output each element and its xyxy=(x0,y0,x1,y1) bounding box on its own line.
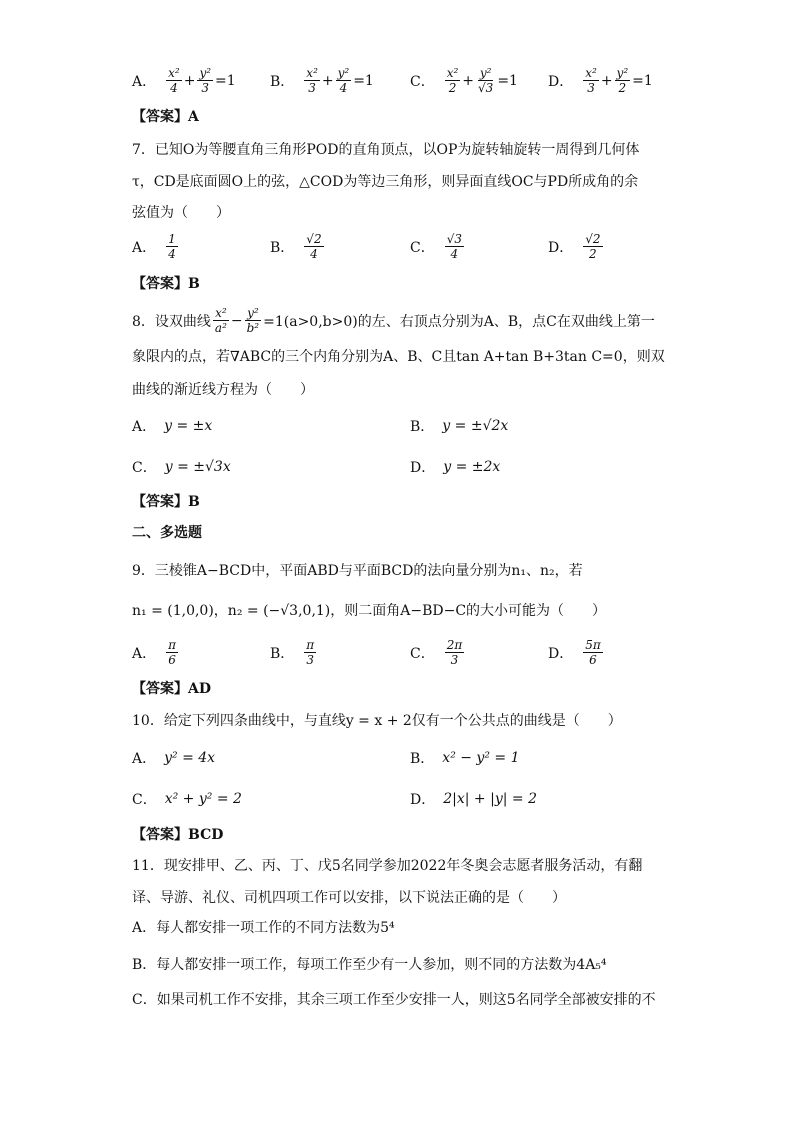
q6-answer: 【答案】A xyxy=(132,109,199,125)
rhs: =1 xyxy=(632,72,653,89)
q11-option-c: C．如果司机工作不安排，其余三项工作至少安排一人，则这5名同学全部被安排的不 xyxy=(132,992,656,1008)
q7-option-d xyxy=(548,232,605,261)
fraction: $\frac{√3}{4}$ xyxy=(446,232,462,261)
fraction: $\frac{5\pi}{6}$ xyxy=(585,638,601,667)
option-label: D． xyxy=(548,239,574,256)
fraction: $\frac{\text{y²}}{√3}$ xyxy=(478,66,494,95)
option-label: A． xyxy=(132,73,157,90)
fraction: $\frac{\pi}{6}$ xyxy=(168,638,177,667)
q10-answer: 【答案】BCD xyxy=(132,827,224,843)
q7-stem-line1: 7．已知O为等腰直角三角形POD的直角顶点，以OP为旋转轴旋转一周得到几何体 xyxy=(132,142,640,158)
fraction: $\frac{\text{y²}}{3}$ xyxy=(199,66,212,95)
fraction: $\frac{1}{4}$ xyxy=(168,232,176,261)
rhs: =1 xyxy=(215,72,236,89)
fraction: $\frac{\text{x²}}{3}$ xyxy=(306,66,318,95)
option-label: C． xyxy=(410,73,435,90)
fraction: $\frac{√2}{2}$ xyxy=(585,232,601,261)
q10-stem: 10．给定下列四条曲线中，与直线y = x + 2仅有一个公共点的曲线是（ ） xyxy=(132,713,622,729)
q7-option-b xyxy=(270,232,326,261)
q8-stem-line3: 曲线的渐近线方程为（ ） xyxy=(132,382,314,398)
q11-stem-line1: 11．现安排甲、乙、丙、丁、戊5名同学参加2022年冬奥会志愿者服务活动，有翻 xyxy=(132,858,643,874)
q11-stem-line2: 译、导游、礼仪、司机四项工作可以安排，以下说法正确的是（ ） xyxy=(132,890,566,906)
q6-option-c: C． $\frac{\text{x²}}{2}$ + $\frac{\text{y²}}{√3}$ =1 xyxy=(410,66,518,95)
fraction: $\frac{\pi}{3}$ xyxy=(306,638,315,667)
option-label: D． xyxy=(548,73,574,90)
fraction: $\frac{√2}{4}$ xyxy=(306,232,322,261)
fraction: $\frac{\text{y²}}{2}$ xyxy=(616,66,629,95)
q9-answer: 【答案】AD xyxy=(132,681,212,697)
q7-stem-line3: 弦值为（ ） xyxy=(132,205,230,221)
q11-option-b: B．每人都安排一项工作，每项工作至少有一人参加，则不同的方法数为4A₅⁴ xyxy=(132,957,607,973)
fraction: $\frac{\text{x²}}{2}$ xyxy=(446,66,459,95)
q6-option-a: A． $\frac{\text{x²}}{4}$ + $\frac{\text{y²}}{3}$ =1 xyxy=(132,66,236,95)
fraction: $\frac{\text{x²}}{4}$ xyxy=(168,66,180,95)
q9-stem-line1: 9．三棱锥A−BCD中，平面ABD与平面BCD的法向量分别为n₁、n₂，若 xyxy=(132,563,583,579)
q10-option-a: A． y² = 4x xyxy=(132,750,216,767)
option-label: C． xyxy=(410,239,435,256)
q9-option-b: B． $\frac{\pi}{3}$ xyxy=(270,638,315,667)
q10-option-c: C． x² + y² = 2 xyxy=(132,791,242,808)
fraction: $\frac{\text{y²}}{\text{b²}}$ xyxy=(246,306,260,335)
q7-answer: 【答案】B xyxy=(132,276,200,292)
q8-option-a: A． y = ±x xyxy=(132,418,213,435)
q6-option-b: B． $\frac{\text{x²}}{3}$ + $\frac{\text{y²}}{4}$ =1 xyxy=(270,66,374,95)
q7-option-c xyxy=(410,232,466,261)
rhs: =1 xyxy=(497,72,518,89)
option-label: B． xyxy=(270,239,295,256)
q8-option-b: B． y = ±√2x xyxy=(410,418,509,435)
q6-option-d: D． $\frac{\text{x²}}{3}$ + $\frac{\text{y²}}{2}$ =1 xyxy=(548,66,653,95)
q8-option-c: C． y = ±√3x xyxy=(132,459,231,476)
q7-stem-line2: τ，CD是底面圆O上的弦，△COD为等边三角形，则异面直线OC与PD所成角的余 xyxy=(132,174,639,190)
q8-option-d: D． y = ±2x xyxy=(410,459,501,476)
section-heading: 二、多选题 xyxy=(132,525,202,541)
fraction: $\frac{\text{x²}}{3}$ xyxy=(585,66,597,95)
fraction: $\frac{2\pi}{3}$ xyxy=(446,638,463,667)
fraction: $\frac{\text{x²}}{\text{a²}}$ xyxy=(214,306,227,335)
q8-answer: 【答案】B xyxy=(132,494,200,510)
q11-option-a: A．每人都安排一项工作的不同方法数为5⁴ xyxy=(132,920,395,936)
q9-stem-line2: n₁ = (1,0,0)，n₂ = (−√3,0,1)，则二面角A−BD−C的大小可能为（ ） xyxy=(132,603,607,619)
q8-stem-line2: 象限内的点，若∇ABC的三个内角分别为A、B、C且tan A+tan B+3tan C=0，则双 xyxy=(132,349,665,365)
q10-option-b: B． x² − y² = 1 xyxy=(410,750,520,767)
q7-option-a xyxy=(132,232,180,261)
option-label: A． xyxy=(132,239,157,256)
q9-option-a: A． $\frac{\pi}{6}$ xyxy=(132,638,177,667)
q10-option-d: D． 2|x| + |y| = 2 xyxy=(410,791,537,808)
fraction: $\frac{\text{y²}}{4}$ xyxy=(337,66,350,95)
rhs: =1 xyxy=(353,72,374,89)
q9-option-d: D． $\frac{5\pi}{6}$ xyxy=(548,638,601,667)
q9-option-c: C． $\frac{2\pi}{3}$ xyxy=(410,638,463,667)
q8-stem-line1: 8．设双曲线 $\frac{\text{x²}}{\text{a²}}$ − $\frac{\text{y²}}{\text{b²}}$ =1(a>0,b>0)的左、右顶点分别为A、B，点C在双曲线上第一 xyxy=(132,306,655,335)
option-label: B． xyxy=(270,73,295,90)
